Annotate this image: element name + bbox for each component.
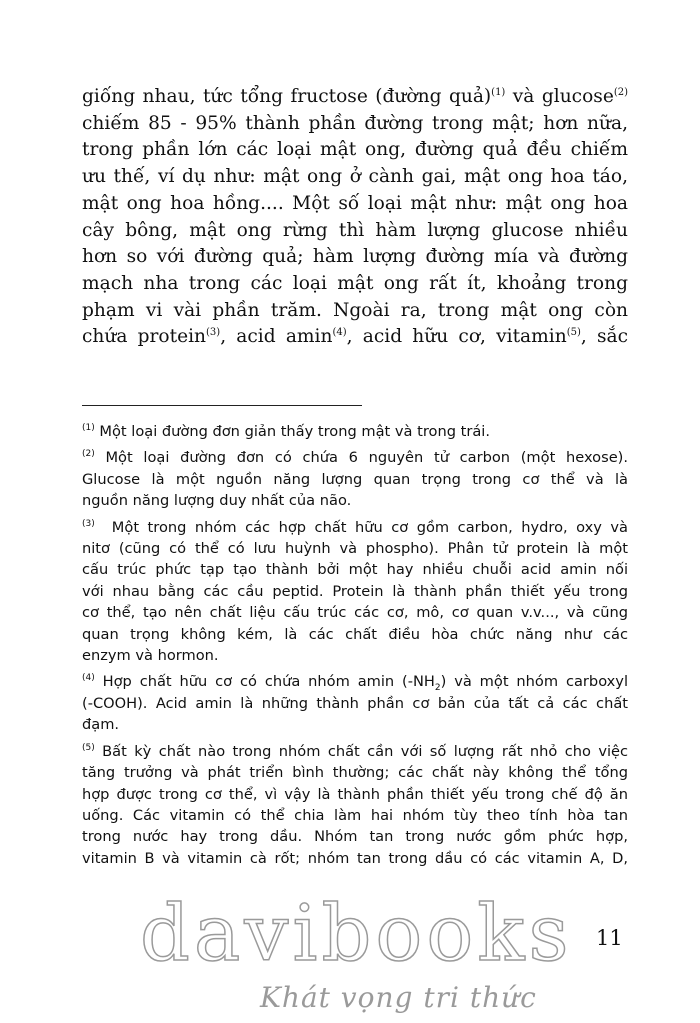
text-line: ưu thế, ví dụ như: mật ong ở cành gai, mật ong hoa táo, (82, 166, 628, 188)
text-line: cây bông, mật ong rừng thì hàm lượng glucose nhiều (82, 219, 628, 241)
page-number: 11 (596, 926, 623, 950)
watermark (140, 889, 580, 1015)
text-line: chiếm 85 - 95% thành phần đường trong mật; hơn nữa, (82, 112, 628, 134)
text-line: mạch nha trong các loại mật ong rất ít, khoảng trong (82, 272, 628, 294)
footnote-1: $^{(1)}$ Một loại đường đơn giản thấy trong mật và trong trái. (82, 423, 490, 440)
footnote-5: $^{(5)}$ Bất kỳ chất nào trong nhóm chất cần với số lượng rất nhỏ cho việc tăng trưởng và phát triển bình thường; các chất này không thể tổng hợp được trong cơ thể, vì vậy là thành phần thiết yếu trong chế độ ăn uống. Các vitamin có thể chia làm hai nhóm tùy theo tính hòa tan trong nước hay trong dầu. Nhóm tan trong nước gồm phức hợp, vitamin B và vitamin cà rốt; nhóm tan trong dầu có các vitamin A, D, (82, 742, 629, 867)
text-line: giống nhau, tức tổng fructose (đường quả)$^{(1)}$ và glucose$^{(2)}$ (82, 86, 629, 107)
watermark-logo: davibooks (140, 889, 573, 979)
text-line: trong phần lớn các loại mật ong, đường quả đều chiếm (82, 139, 628, 161)
watermark-slogan: Khát vọng tri thức (260, 981, 537, 1014)
text-line: chứa protein$^{(3)}$, acid amin$^{(4)}$, acid hữu cơ, vitamin$^{(5)}$, sắc (82, 326, 629, 348)
footnotes (82, 421, 628, 874)
main-text (82, 84, 628, 351)
footnote-2: $^{(2)}$ Một loại đường đơn có chứa 6 nguyên tử carbon (một hexose). Glucose là một nguồn năng lượng quan trọng trong cơ thể và là nguồn năng lượng duy nhất của não. (82, 449, 629, 510)
footnote-divider (82, 405, 362, 406)
footnote-3: $^{(3)}$ Một trong nhóm các hợp chất hữu cơ gồm carbon, hydro, oxy và nitơ (cũng có thể có lưu huỳnh và phospho). Phân tử protein là một cấu trúc phức tạp tạo thành bởi một hay nhiều chuỗi acid amin nối với nhau bằng các cầu peptid. Protein là thành phần thiết yếu trong cơ thể, tạo nên chất liệu cấu trúc các cơ, mô, cơ quan v.v..., và cũng quan trọng không kém, là các chất điều hòa chức năng như các enzym và hormon. (82, 518, 629, 665)
text-line: hơn so với đường quả; hàm lượng đường mía và đường (82, 246, 628, 268)
text-line: mật ong hoa hồng.... Một số loại mật như: mật ong hoa (82, 192, 628, 214)
footnote-4: $^{(4)}$ Hợp chất hữu cơ có chứa nhóm amin $(-NH_2)$ và một nhóm carboxyl (-COOH). Acid amin là những thành phần cơ bản của tất cả các chất đạm. (82, 673, 628, 734)
text-line: phạm vi vài phần trăm. Ngoài ra, trong mật ong còn (82, 299, 628, 321)
